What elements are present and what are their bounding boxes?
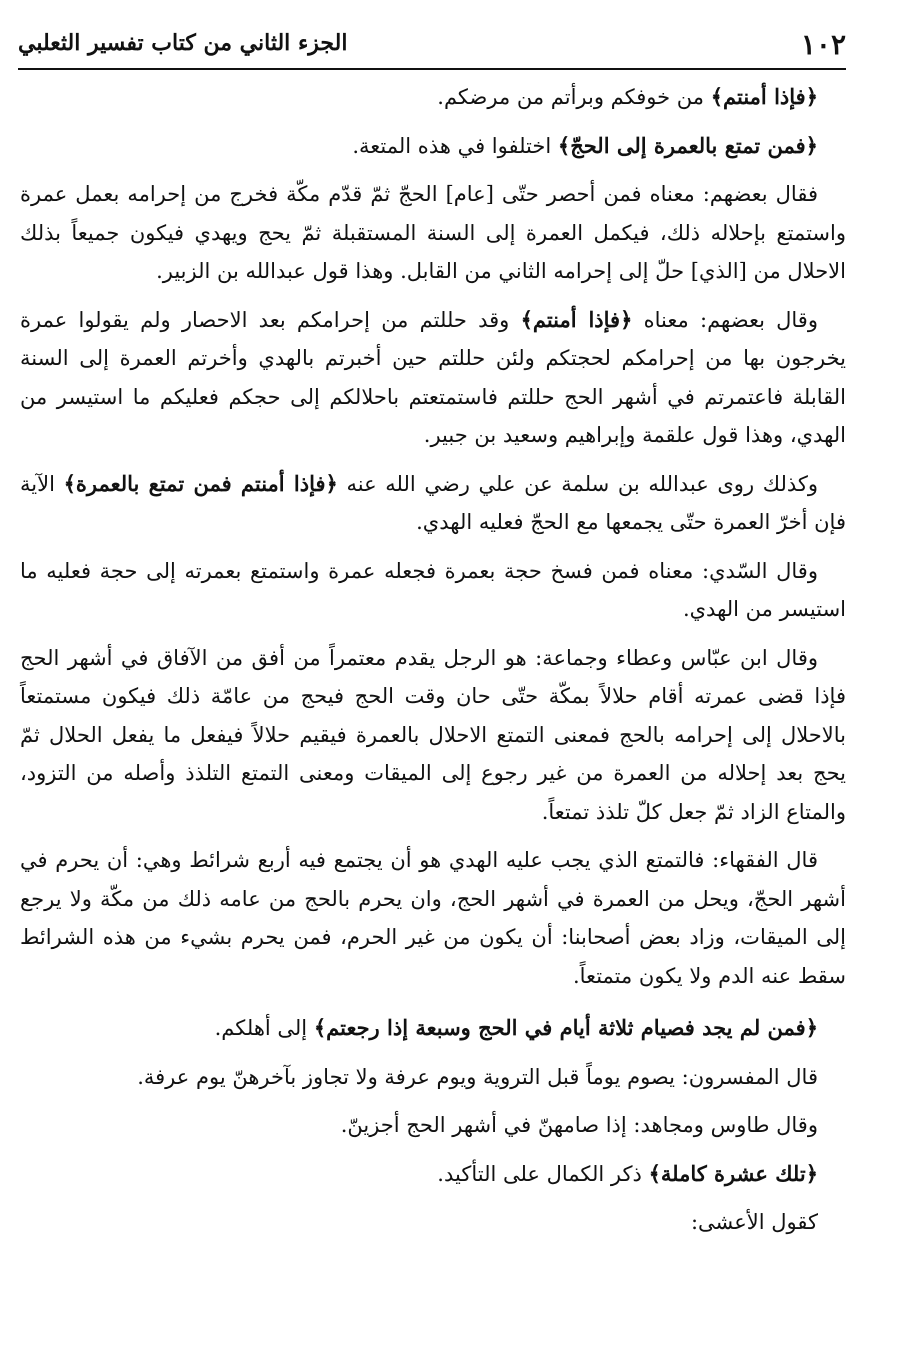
paragraph — [20, 1155, 846, 1194]
page-header — [18, 26, 846, 70]
paragraph-text: وقال بعضهم: معناه — [632, 307, 818, 332]
paragraph-text: إلى أهلكم. — [214, 1016, 314, 1040]
paragraph — [20, 175, 846, 291]
paragraph — [20, 639, 846, 832]
paragraph-text: ذكر الكمال على التأكيد. — [437, 1161, 649, 1186]
paragraph — [20, 1106, 846, 1145]
paragraph-text: وقال ابن عبّاس وعطاء وجماعة: هو الرجل يقدم معتمراً من أفق من الآفاق في أشهر الحج فإذا قضى عمرته أقام حلالاً بمكّة حتّى حان وقت الحج فيحج من عامّة ذلك فيكون مستمتعاً بالاحلال إلى إحرامه بالحج فمعنى التمتع الاحلال بالعمرة فيقيم حلالاً فيفعل ما يفعل الحلال ثمّ يحج بعد إحلاله من العمرة من غير رجوع إلى الميقات ومعنى التمتع التلذذ وأصله من التزود، والمتاع الزاد ثمّ جعل كلّ تلذذ تمتعاً. — [20, 645, 846, 824]
paragraph — [20, 1009, 846, 1048]
paragraph-text: الآية فإن أخرّ العمرة حتّى يجمعها مع الحجّ فعليه الهدي. — [20, 471, 846, 534]
paragraph-text: وقال السّدي: معناه فمن فسخ حجة بعمرة فجعله عمرة واستمتع بعمرته إلى حجة فعليه ما استيسر من الهدي. — [20, 558, 846, 621]
page-body — [20, 78, 846, 1242]
paragraph-text: قال الفقهاء: فالتمتع الذي يجب عليه الهدي هو أن يجتمع فيه أربع شرائط وهي: أن يحرم في أشهر الحجّ، ويحل من العمرة في أشهر الحج، وان يحرم بالحج من عامه ذلك من مكّة ولا يرجع إلى الميقات، وزاد بعض أصحابنا: أن يكون من غير الحرم، فمن يحرم بشيء من هذه الشرائط سقط عنه الدم ولا يكون متمتعاً. — [20, 848, 846, 988]
paragraph — [20, 1203, 846, 1242]
quran-quote: ﴿فإذا أمنتم فمن تمتع بالعمرة﴾ — [63, 470, 338, 496]
quran-quote: ﴿فإذا أمنتم﴾ — [710, 84, 818, 109]
paragraph-text: فقال بعضهم: معناه فمن أحصر حتّى [عام] الحجّ ثمّ قدّم مكّة فخرج من إحرامه بعمل عمرة واستمتع بإحلاله ذلك، فيكمل العمرة إلى السنة المستقبلة ثمّ يحج ويهدي فيكون جميعاً بذلك الاحلال من [الذي] حلّ إلى إحرامه الثاني من القابل. وهذا قول عبدالله بن الزبير. — [20, 182, 846, 283]
paragraph-text: قال المفسرون: يصوم يوماً قبل التروية ويوم عرفة ولا تجاوز بآخرهنّ يوم عرفة. — [137, 1064, 818, 1089]
quran-quote: ﴿فإذا أمنتم﴾ — [520, 306, 633, 332]
paragraph-text: وقد حللتم من إحرامكم بعد الاحصار ولم يقولوا عمرة يخرجون بها من إحرامكم لحجتكم ولئن حللتم حين أخبرتم بالهدي وأخرتم العمرة إلى السنة القابلة فاعتمرتم في أشهر الحج حللتم فاستمتعتم باحلالكم إلى حجكم فعليكم ما استيسر من الهدي، وهذا قول علقمة وإبراهيم وسعيد بن جبير. — [20, 307, 846, 447]
paragraph — [20, 552, 846, 629]
paragraph-text: من خوفكم وبرأتم من مرضكم. — [437, 85, 711, 109]
page-number: ١٠٢ — [800, 28, 846, 61]
running-title: الجزء الثاني من كتاب تفسير الثعلبي — [18, 30, 348, 56]
quran-quote: ﴿فمن لم يجد فصيام ثلاثة أيام في الحج وسبعة إذا رجعتم﴾ — [313, 1015, 818, 1040]
paragraph-text: وقال طاوس ومجاهد: إذا صامهنّ في أشهر الحج أجزينّ. — [340, 1113, 818, 1137]
paragraph-text: وكذلك روى عبدالله بن سلمة عن علي رضي الله عنه — [337, 471, 818, 496]
paragraph — [20, 127, 846, 166]
paragraph — [20, 78, 846, 117]
quran-quote: ﴿تلك عشرة كاملة﴾ — [648, 1160, 818, 1186]
paragraph — [20, 465, 846, 542]
paragraph — [20, 841, 846, 995]
paragraph-text: كقول الأعشى: — [690, 1210, 818, 1234]
quran-quote: ﴿فمن تمتع بالعمرة إلى الحجّ﴾ — [557, 132, 818, 158]
paragraph — [20, 1058, 846, 1097]
paragraph — [20, 301, 846, 455]
paragraph-text: اختلفوا في هذه المتعة. — [352, 133, 558, 158]
